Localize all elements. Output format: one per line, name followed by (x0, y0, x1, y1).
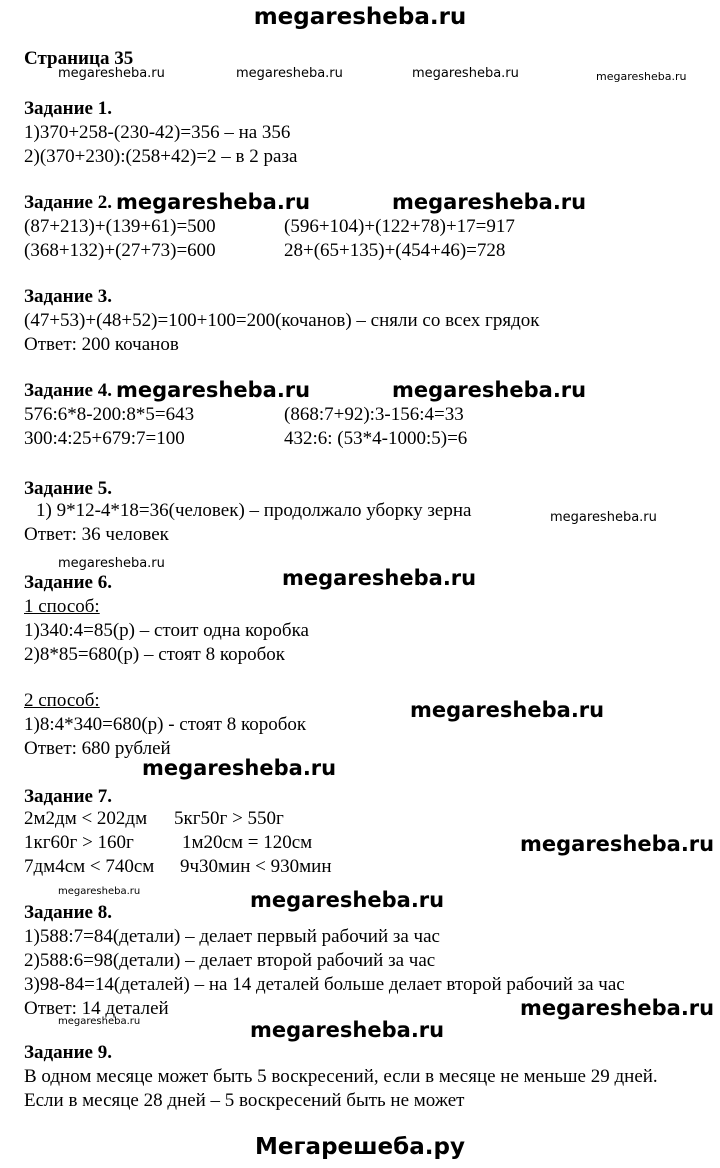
watermark: megaresheba.ru (520, 996, 715, 1020)
watermark: megaresheba.ru (58, 66, 165, 81)
watermark: megaresheba.ru (116, 190, 311, 214)
task-5-title: Задание 5. (24, 478, 112, 499)
task-line: Ответ: 36 человек (24, 524, 169, 545)
method-1-label: 1 способ: (24, 596, 100, 617)
task-line: (868:7+92):3-156:4=33 (284, 404, 464, 425)
task-line: (596+104)+(122+78)+17=917 (284, 216, 515, 237)
task-line: Ответ: 200 кочанов (24, 334, 179, 355)
task-line: 28+(65+135)+(454+46)=728 (284, 240, 506, 261)
task-line: 1) 9*12-4*18=36(человек) – продолжало уборку зерна (36, 500, 472, 521)
watermark: megaresheba.ru (410, 698, 605, 722)
watermark: megaresheba.ru (282, 566, 477, 590)
task-line: (368+132)+(27+73)=600 (24, 240, 216, 261)
watermark: megaresheba.ru (116, 378, 311, 402)
task-line: 1)370+258-(230-42)=356 – на 356 (24, 122, 291, 143)
watermark: megaresheba.ru (250, 888, 445, 912)
watermark: megaresheba.ru (58, 886, 141, 897)
watermark: megaresheba.ru (596, 70, 687, 83)
watermark: megaresheba.ru (58, 556, 165, 571)
task-line: 2)588:6=98(детали) – делает второй рабочий за час (24, 950, 436, 971)
task-6-title: Задание 6. (24, 572, 112, 593)
task-line: 3)98-84=14(деталей) – на 14 деталей больше делает второй рабочий за час (24, 974, 625, 995)
task-line: 5кг50г > 550г (174, 808, 284, 829)
task-line: 1кг60г > 160г (24, 832, 134, 853)
task-4-title: Задание 4. (24, 380, 112, 401)
task-line: Ответ: 680 рублей (24, 738, 171, 759)
method-2-label: 2 способ: (24, 690, 100, 711)
page-title: Страница 35 (24, 48, 134, 69)
task-line: 1)588:7=84(детали) – делает первый рабочий за час (24, 926, 440, 947)
task-line: 300:4:25+679:7=100 (24, 428, 185, 449)
watermark: megaresheba.ru (412, 66, 519, 81)
task-line: 9ч30мин < 930мин (180, 856, 332, 877)
watermark: megaresheba.ru (392, 378, 587, 402)
task-line: В одном месяце может быть 5 воскресений, если в месяце не меньше 29 дней. (24, 1066, 658, 1087)
task-line: 1)8:4*340=680(р) - стоят 8 коробок (24, 714, 307, 735)
task-7-title: Задание 7. (24, 786, 112, 807)
site-footer: Мегарешеба.ру (255, 1134, 465, 1160)
task-1-title: Задание 1. (24, 98, 112, 119)
task-9-title: Задание 9. (24, 1042, 112, 1063)
task-8-title: Задание 8. (24, 902, 112, 923)
watermark: megaresheba.ru (392, 190, 587, 214)
watermark: megaresheba.ru (550, 510, 657, 525)
watermark: megaresheba.ru (236, 66, 343, 81)
task-line: 2)8*85=680(р) – стоят 8 коробок (24, 644, 286, 665)
task-line: 1)340:4=85(р) – стоит одна коробка (24, 620, 309, 641)
task-line: 576:6*8-200:8*5=643 (24, 404, 195, 425)
site-header: megaresheba.ru (253, 4, 467, 30)
task-line: (87+213)+(139+61)=500 (24, 216, 216, 237)
task-3-title: Задание 3. (24, 286, 112, 307)
task-line: 2м2дм < 202дм (24, 808, 148, 829)
task-line: 432:6: (53*4-1000:5)=6 (284, 428, 468, 449)
task-line: (47+53)+(48+52)=100+100=200(кочанов) – сняли со всех грядок (24, 310, 540, 331)
task-line: 2)(370+230):(258+42)=2 – в 2 раза (24, 146, 298, 167)
watermark: megaresheba.ru (142, 756, 337, 780)
watermark: megaresheba.ru (250, 1018, 445, 1042)
task-line: Ответ: 14 деталей (24, 998, 169, 1019)
task-2-title: Задание 2. (24, 192, 112, 213)
watermark: megaresheba.ru (520, 832, 715, 856)
watermark: megaresheba.ru (58, 1016, 141, 1027)
task-line: Если в месяце 28 дней – 5 воскресений быть не может (24, 1090, 465, 1111)
task-line: 7дм4см < 740см (24, 856, 155, 877)
task-line: 1м20см = 120см (182, 832, 313, 853)
